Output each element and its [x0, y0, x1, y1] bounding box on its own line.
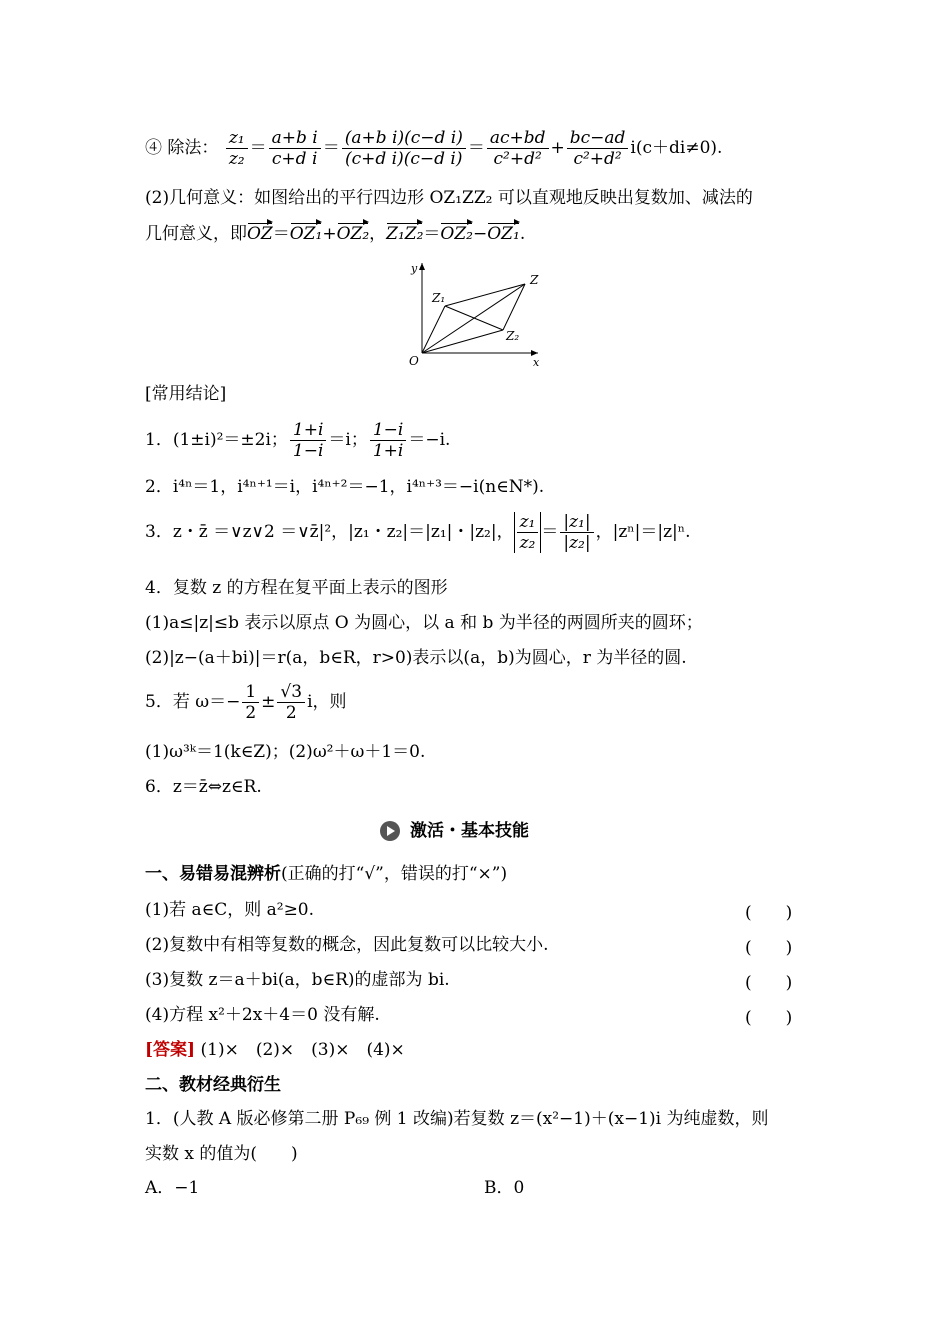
answer-blank: ( ): [745, 938, 793, 958]
answer-blank: ( ): [745, 1008, 793, 1028]
conclusion-2: 2．i⁴ⁿ＝1，i⁴ⁿ⁺¹＝i，i⁴ⁿ⁺²＝−1，i⁴ⁿ⁺³＝−i(n∈N*).: [145, 477, 545, 497]
list-item: (3)复数 z＝a＋bi(a，b∈R)的虚部为 bi.: [145, 970, 450, 990]
answer-blank: ( ): [745, 973, 793, 993]
list-item: (1)若 a∈C，则 a²≥0.: [145, 900, 315, 920]
fraction: $\frac{ac+bd}{\text{c²+d²}}$: [487, 128, 549, 169]
answer-text: (1)× (2)× (3)× (4)×: [200, 1040, 405, 1060]
axis-x-label: x: [533, 356, 540, 369]
conclusion-4a: (1)a≤|z|≤b 表示以原点 O 为圆心，以 a 和 b 为半径的两圆所夹的圆环；: [145, 613, 703, 633]
division-formula: ④ 除法： $\frac{\text{z₁}}{\text{z₂}}$ ＝ $\frac{\text{a+b i}}{\text{c+d i}}$ ＝ $\frac{\text{(a+b i)(c−d i)}}{\text{(c+d i)(c−d i)}}$ ＝ $\frac{ac+bd}{\text{c²+d²}}$ + $\frac{bc-ad}{\text{c²+d²}}$ i(c＋di≠0).: [145, 128, 723, 169]
point-z1-label: Z₁: [432, 291, 446, 305]
play-icon: [380, 821, 400, 841]
conclusion-6: 6．z＝z̄⇔z∈R.: [145, 777, 262, 797]
point-z-label: Z: [530, 273, 539, 287]
fraction: $\frac{\text{|z₁|}}{\text{|z₂|}}$: [560, 512, 593, 553]
fraction: $\frac{\text{a+b i}}{\text{c+d i}}$: [269, 128, 321, 169]
part2-title: 二、教材经典衍生: [145, 1075, 281, 1095]
option-a: A．−1: [145, 1178, 200, 1198]
part1-title: 一、易错易混辨析(正确的打“√”，错误的打“×”): [145, 864, 508, 884]
answer-line: [145, 1038, 405, 1062]
parallelogram-figure: [400, 258, 550, 370]
geometric-meaning-line1: (2)几何意义：如图给出的平行四边形 OZ₁ZZ₂ 可以直观地反映出复数加、减法的: [145, 188, 753, 208]
origin-label: O: [409, 354, 419, 368]
list-item: (2)复数中有相等复数的概念，因此复数可以比较大小.: [145, 935, 549, 955]
point-z2-label: Z₂: [506, 329, 520, 343]
question-1-line1: 1．(人教 A 版必修第二册 P₆₉ 例 1 改编)若复数 z＝(x²−1)＋(x−1)i 为纯虚数，则: [145, 1109, 769, 1129]
conclusion-5: 5．若 ω＝− $\frac{1}{2}$ ± $\frac{√3}{2}$ i，则: [145, 682, 347, 723]
option-b: B．0: [484, 1178, 525, 1198]
vector-oz2: OZ₂: [336, 224, 370, 244]
fraction: $\frac{\text{z₁}}{\text{z₂}}$: [226, 128, 248, 169]
fraction: $\frac{\text{(a+b i)(c−d i)}}{\text{(c+d i)(c−d i)}}$: [342, 128, 466, 169]
fraction: $\frac{1+i}{1-i}$: [290, 420, 327, 461]
conclusion-1: 1．(1±i)²＝±2i； $\frac{1+i}{1-i}$ ＝i； $\frac{1-i}{1+i}$ ＝−i.: [145, 420, 451, 461]
geometric-meaning-line2: 几何意义，即OZ＝OZ₁+OZ₂，Z₁Z₂＝OZ₂−OZ₁.: [145, 224, 526, 244]
answer-blank: ( ): [745, 903, 793, 923]
axis-y-label: y: [411, 262, 418, 275]
fraction: $\frac{√3}{2}$: [277, 682, 305, 723]
fraction: $\frac{1}{2}$: [242, 682, 259, 723]
conclusion-4: 4．复数 z 的方程在复平面上表示的图形: [145, 578, 448, 598]
answer-label: [答案]: [145, 1040, 196, 1060]
conclusion-5b: (1)ω³ᵏ＝1(k∈Z)；(2)ω²＋ω＋1＝0.: [145, 742, 426, 762]
conclusion-3: 3．z・z̄ ＝∨z∨2 ＝∨z̄|²，|z₁・z₂|＝|z₁|・|z₂|， $\frac{\text{z₁}}{\text{z₂}}$ ＝ $\frac{\text{|z₁|}}{\text{|z₂|}}$ ，|zⁿ|＝|z|ⁿ.: [145, 512, 691, 553]
section-heading: 激活・基本技能: [380, 816, 529, 841]
list-item: (4)方程 x²＋2x＋4＝0 没有解.: [145, 1005, 380, 1025]
fraction: $\frac{1-i}{1+i}$: [370, 420, 407, 461]
vector-oz: OZ: [247, 224, 273, 244]
vector-oz1: OZ₁: [487, 224, 520, 244]
vector-oz1: OZ₁: [289, 224, 323, 244]
fraction: $\frac{\text{z₁}}{\text{z₂}}$: [517, 512, 539, 553]
vector-oz2: OZ₂: [440, 224, 473, 244]
conclusions-title: [常用结论]: [145, 384, 227, 404]
vector-z1z2: Z₁Z₂: [386, 224, 424, 244]
question-1-line2: 实数 x 的值为( ): [145, 1144, 298, 1164]
conclusion-4b: (2)|z−(a＋bi)|＝r(a，b∈R，r>0)表示以(a，b)为圆心，r 为半径的圆.: [145, 648, 687, 668]
fraction: $\frac{bc-ad}{\text{c²+d²}}$: [567, 128, 629, 169]
